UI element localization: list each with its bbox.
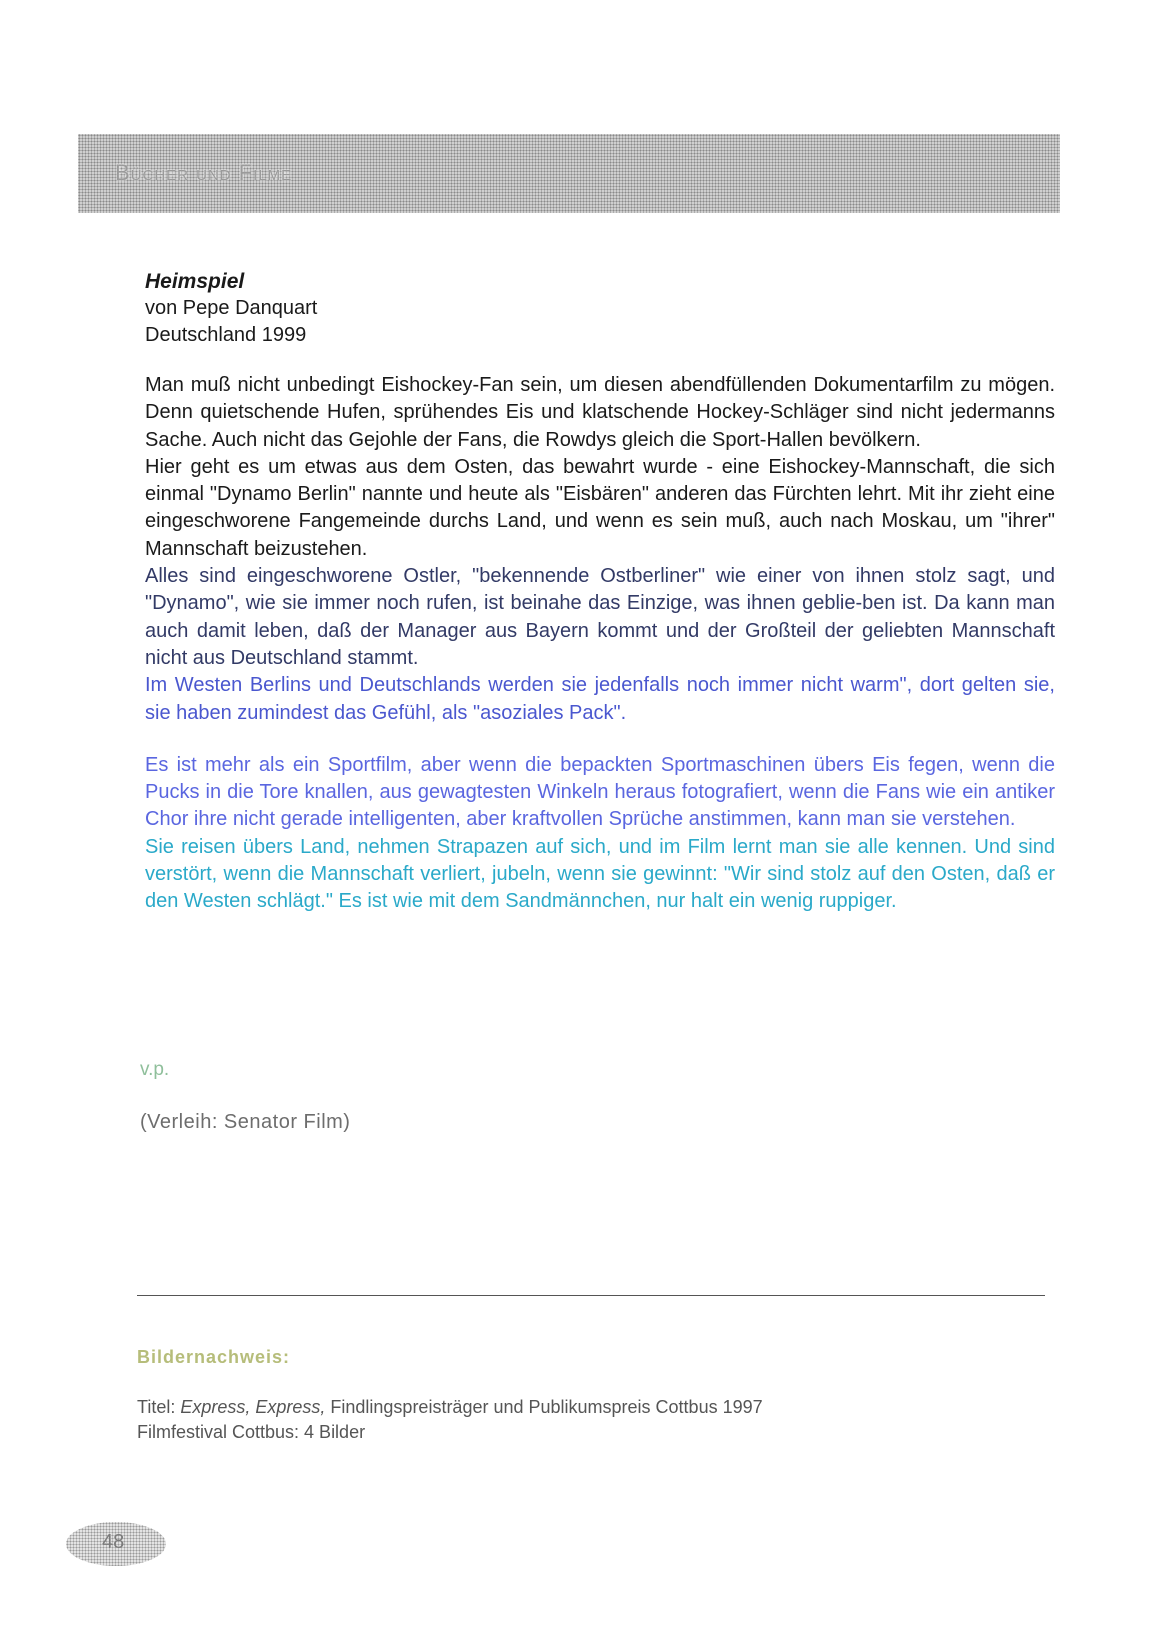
review-paragraph: Alles sind eingeschworene Ostler, "bekennende Ostberliner" wie einer von ihnen stolz sagt, und "Dynamo", wie sie immer noch rufen, ist beinahe das Einzige, was ihnen geblie-ben ist. Da kann man auch damit leben, daß der Manager aus Bayern kommt und der Großteil der geliebten Mannschaft nicht aus Deutschland stammt. [145,565,1055,669]
review-body [145,372,1055,916]
film-origin: Deutschland 1999 [145,324,307,346]
distributor-note: (Verleih: Senator Film) [140,1111,351,1133]
review-paragraph: Man muß nicht unbedingt Eishockey-Fan sein, um diesen abendfüllenden Dokumentarfilm zu mögen. Denn quietschende Hufen, sprühendes Eis und klatschende Hockey-Schläger sind nicht jedermanns Sache. Auch nicht das Gejohle der Fans, die Rowdys gleich die Sport-Hallen bevölkern. [145,374,1055,451]
review-paragraph: Im Westen Berlins und Deutschlands werden sie jedenfalls noch immer nicht warm", dort gelten sie, sie haben zumindest das Gefühl, als "asoziales Pack". [145,674,1055,724]
review-signature: v.p. [140,1059,170,1080]
credit-rest: Findlingspreisträger und Publikumspreis Cottbus 1997 [325,1397,763,1417]
divider-line [137,1295,1045,1296]
section-title: Bücher und Filme [115,160,293,185]
credit-prefix: Titel: [137,1397,181,1417]
review-paragraph: Sie reisen übers Land, nehmen Strapazen auf sich, und im Film lernt man sie alle kennen. Und sind verstört, wenn die Mannschaft verliert, jubeln, wenn sie gewinnt: "Wir sind stolz auf den Osten, daß er den Westen schlägt." Es ist wie mit dem Sandmännchen, nur halt ein wenig ruppiger. [145,835,1055,913]
paragraph-gap [145,727,1055,752]
image-credits [137,1395,763,1445]
image-credit-line: Filmfestival Cottbus: 4 Bilder [137,1422,366,1442]
image-credits-heading: Bildernachweis: [137,1347,291,1367]
review-paragraph: Hier geht es um etwas aus dem Osten, das bewahrt wurde - eine Eishockey-Mannschaft, die sich einmal "Dynamo Berlin" nannte und heute als "Eisbären" anderen das Fürchten lehrt. Mit ihr zieht eine eingeschworene Fangemeinde durchs Land, und wenn es sein muß, auch nach Moskau, um "ihrer" Mannschaft beizustehen. [145,455,1055,560]
film-director: von Pepe Danquart [145,297,318,319]
film-title: Heimspiel [145,270,245,293]
credit-title-italic: Express, Express, [180,1397,326,1417]
page-number: 48 [102,1531,125,1553]
image-credit-line [137,1395,763,1420]
film-review [145,268,1055,916]
review-paragraph: Es ist mehr als ein Sportfilm, aber wenn die bepackten Sportmaschinen übers Eis fegen, wenn die Pucks in die Tore knallen, aus gewagtesten Winkeln heraus fotografiert, wenn die Fans wie ein antiker Chor ihre nicht gerade intelligenten, aber kraftvollen Sprüche anstimmen, kann man sie verstehen. [145,753,1055,831]
